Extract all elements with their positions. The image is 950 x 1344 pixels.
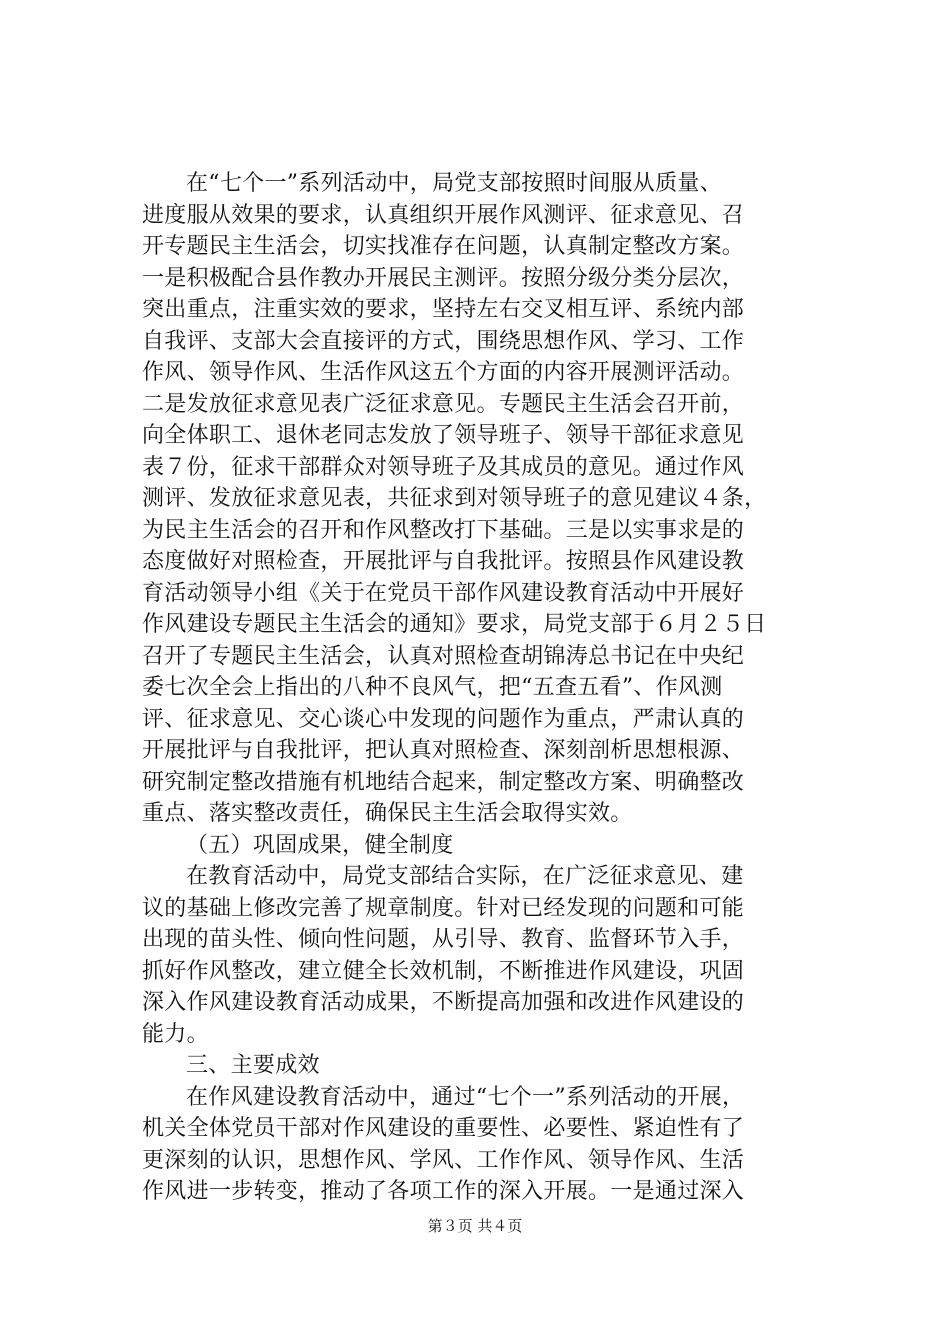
- paragraph-line: 更深刻的认识，思想作风、学风、工作作风、领导作风、生活: [142, 1147, 745, 1173]
- paragraph-line: 重点、落实整改责任，确保民主生活会取得实效。: [142, 801, 633, 826]
- paragraph-line: 在教育活动中，局党支部结合实际，在广泛征求意见、建: [186, 864, 744, 889]
- paragraph-line: 表７份，征求干部群众对领导班子及其成员的意见。通过作风: [142, 454, 745, 480]
- paragraph-line: 委七次全会上指出的八种不良风气，把“五查五看”、作风测: [142, 675, 723, 700]
- paragraph-line: 能力。: [142, 1021, 209, 1047]
- paragraph-line: 议的基础上修改完善了规章制度。针对已经发现的问题和可能: [142, 895, 745, 921]
- paragraph-line: 作风进一步转变，推动了各项工作的深入开展。一是通过深入: [142, 1179, 745, 1204]
- paragraph-line: 向全体职工、退休老同志发放了领导班子、领导干部征求意见: [142, 423, 745, 448]
- paragraph-line: 测评、发放征求意见表，共征求到对领导班子的意见建议４条，: [142, 486, 767, 511]
- paragraph-line: 机关全体党员干部对作风建设的重要性、必要性、紧迫性有了: [142, 1116, 745, 1141]
- paragraph-line: 突出重点，注重实效的要求，坚持左右交叉相互评、系统内部: [142, 297, 745, 322]
- page-number: 第３页 共４页: [427, 1217, 523, 1235]
- paragraph-line: 为民主生活会的召开和作风整改打下基础。三是以实事求是的: [142, 517, 745, 543]
- paragraph-line: 研究制定整改措施有机地结合起来，制定整改方案、明确整改: [142, 769, 745, 795]
- section-heading: 三、主要成效: [186, 1053, 320, 1078]
- paragraph-line: 深入作风建设教育活动成果，不断提高加强和改进作风建设的: [142, 990, 745, 1015]
- paragraph-line: 出现的苗头性、倾向性问题，从引导、教育、监督环节入手，: [142, 927, 745, 952]
- paragraph-line: 进度服从效果的要求，认真组织开展作风测评、征求意见、召: [142, 202, 745, 228]
- document-body: [142, 168, 832, 1208]
- paragraph-line: 作风建设专题民主生活会的通知》要求，局党支部于６月２５日: [142, 612, 767, 637]
- paragraph-line: 态度做好对照检查，开展批评与自我批评。按照县作风建设教: [142, 549, 745, 574]
- paragraph-line: 自我评、支部大会直接评的方式，围绕思想作风、学习、工作: [142, 328, 745, 354]
- paragraph-line: 开展批评与自我批评，把认真对照检查、深刻剖析思想根源、: [142, 738, 745, 763]
- paragraph-line: 一是积极配合县作教办开展民主测评。按照分级分类分层次，: [142, 265, 745, 291]
- paragraph-line: 在“七个一”系列活动中，局党支部按照时间服从质量、: [186, 171, 722, 196]
- paragraph-line: 召开了专题民主生活会，认真对照检查胡锦涛总书记在中央纪: [142, 643, 745, 669]
- paragraph-line: 抓好作风整改，建立健全长效机制，不断推进作风建设，巩固: [142, 958, 745, 984]
- paragraph-line: 开专题民主生活会，切实找准存在问题，认真制定整改方案。: [142, 234, 745, 259]
- paragraph-line: 二是发放征求意见表广泛征求意见。专题民主生活会召开前，: [142, 391, 745, 417]
- paragraph-line: 育活动领导小组《关于在党员干部作风建设教育活动中开展好: [142, 580, 745, 606]
- section-heading: （五）巩固成果，健全制度: [186, 832, 454, 858]
- paragraph-line: 在作风建设教育活动中，通过“七个一”系列活动的开展，: [186, 1084, 745, 1110]
- paragraph-line: 评、征求意见、交心谈心中发现的问题作为重点，严肃认真的: [142, 706, 745, 732]
- paragraph-line: 作风、领导作风、生活作风这五个方面的内容开展测评活动。: [142, 360, 745, 385]
